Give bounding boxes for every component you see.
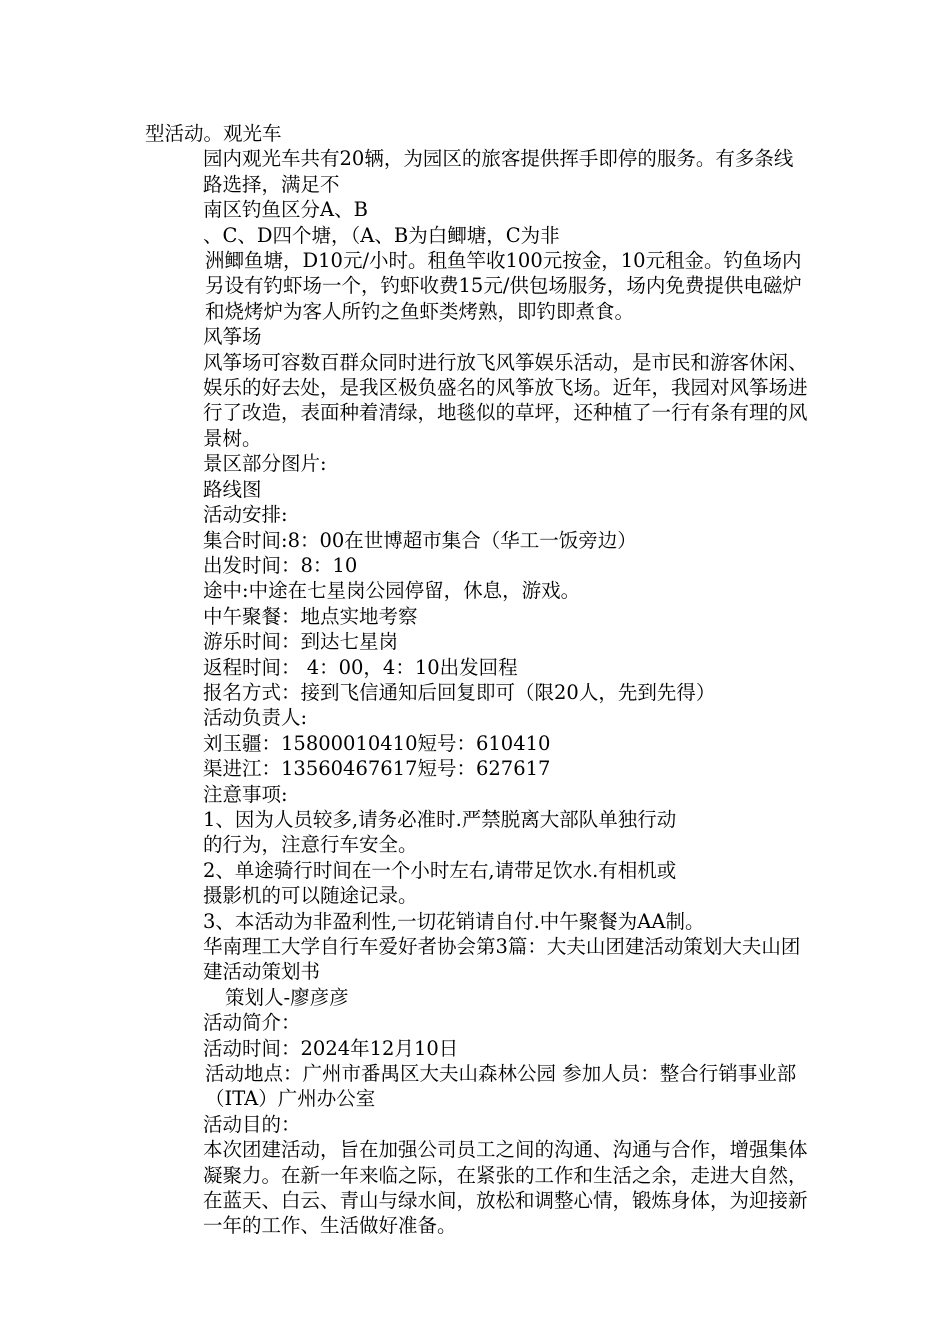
contact-line: 刘玉疆：15800010410短号：610410 [203, 731, 551, 755]
text-paragraph: 华南理工大学自行车爱好者协会第3篇：大夫山团建活动策划大夫山团建活动策划书 [203, 935, 801, 984]
document-body [145, 121, 810, 1239]
text-line: 景区部分图片: [203, 452, 327, 476]
section-heading: 活动简介： [203, 1011, 301, 1035]
section-heading: 活动负责人: [203, 706, 308, 730]
section-heading: 风筝场 [203, 325, 262, 349]
author-line: 策划人-廖彦彦 [225, 985, 349, 1009]
text-line: 3、本活动为非盈利性,一切花销请自付.中午聚餐为AA制。 [203, 909, 705, 933]
text-line: 游乐时间：到达七星岗 [203, 630, 399, 654]
text-line: 集合时间:8：00在世博超市集合（华工一饭旁边） [203, 528, 637, 552]
text-line: 南区钓鱼区分A、B [203, 198, 368, 222]
text-line: 活动时间：2024年12月10日 [203, 1036, 459, 1060]
text-line: 2、单途骑行时间在一个小时左右,请带足饮水.有相机或 [203, 858, 677, 882]
text-line: 、C、D四个塘，（A、B为白鲫塘，C为非 [203, 223, 560, 247]
section-heading: 活动安排: [203, 503, 288, 527]
text-paragraph: 园内观光车共有20辆，为园区的旅客提供挥手即停的服务。有多条线路选择，满足不 [203, 147, 794, 196]
text-line: 的行为，注意行车安全。 [203, 833, 418, 857]
text-paragraph: 风筝场可容数百群众同时进行放飞风筝娱乐活动，是市民和游客休闲、娱乐的好去处，是我区极负盛名的风筝放飞场。近年，我园对风筝场进行了改造，表面种着清绿，地毯似的草坪，还种植了一行有条有理的风景树。 [203, 350, 808, 450]
text-line: 返程时间： 4：00，4：10出发回程 [203, 655, 518, 679]
text-paragraph: 活动地点：广州市番禺区大夫山森林公园 参加人员：整合行销事业部（ITA）广州办公室 [205, 1062, 797, 1111]
text-line: 出发时间：8：10 [203, 553, 358, 577]
section-heading: 注意事项: [203, 782, 288, 806]
section-heading: 活动目的： [203, 1112, 301, 1136]
text-line: 1、因为人员较多,请务必准时.严禁脱离大部队单独行动 [203, 807, 677, 831]
text-line: 型活动。观光车 [145, 122, 282, 145]
text-line: 途中:中途在七星岗公园停留，休息，游戏。 [203, 579, 581, 603]
contact-line: 渠进江：13560467617短号：627617 [203, 757, 551, 781]
text-line: 摄影机的可以随途记录。 [203, 884, 418, 908]
text-paragraph: 本次团建活动，旨在加强公司员工之间的沟通、沟通与合作，增强集体凝聚力。在新一年来临之际，在紧张的工作和生活之余，走进大自然，在蓝天、白云、青山与绿水间，放松和调整心情，锻炼身体，为迎接新一年的工作、生活做好准备。 [203, 1138, 808, 1238]
text-line: 报名方式：接到飞信通知后回复即可（限20人，先到先得） [203, 680, 716, 704]
text-line: 路线图 [203, 477, 262, 501]
text-line: 中午聚餐：地点实地考察 [203, 604, 418, 628]
text-paragraph: 洲鲫鱼塘，D10元/小时。租鱼竿收100元按金，10元租金。钓鱼场内另设有钓虾场一个，钓虾收费15元/供包场服务，场内免费提供电磁炉和烧烤炉为客人所钓之鱼虾类烤熟，即钓即煮食。 [205, 249, 802, 323]
